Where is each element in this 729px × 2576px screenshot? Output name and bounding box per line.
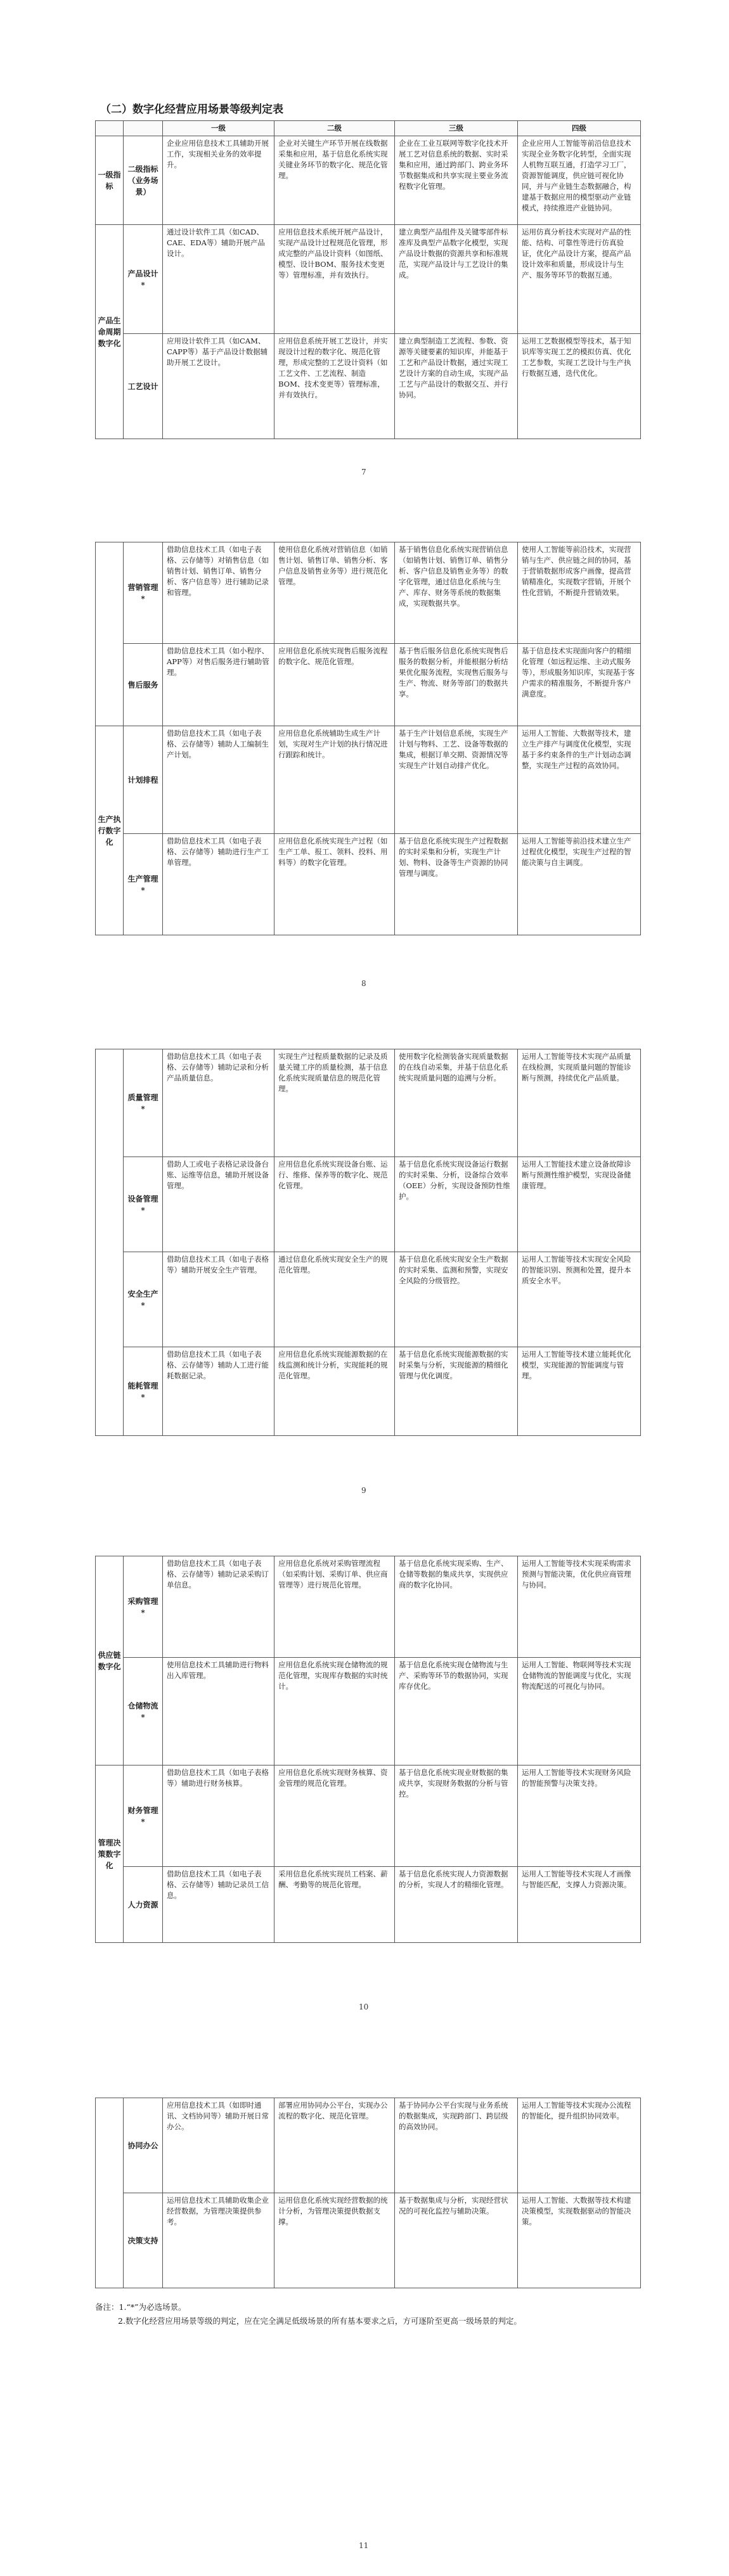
level-3-cell: 建立典型产品组件及关键零部件标准库及典型产品数字化模型，实现产品设计数据的资源共享和标准规范，实现产品设计与工艺设计的集成。 [395,225,518,334]
level-4-cell: 运用人工智能等技术实现人才画像与智能匹配，支撑人力资源决策。 [518,1867,641,1943]
category-cell: 产品生命周期数字化 [96,225,124,439]
corner-cell [96,121,124,136]
scenario-cell: 协同办公 [124,2098,163,2193]
level-2-cell: 应用信息化系统实现财务核算、资金管理的规范化管理。 [274,1765,395,1867]
page-5 [0,2041,729,2576]
level-2-cell: 应用信息系统开展工艺设计，并实现设计过程的数字化、规范化管理，形成完整的工艺设计资料（如工艺文件、工艺流程、制造BOM、技术变更等）管理标准，并有效执行。 [274,334,395,439]
level-4-cell: 运用人工智能等技术实现产品质量在线检测，实现质量问题的智能诊断与预测，持续优化产品质量。 [518,1049,641,1157]
header-level-3: 三级 [395,121,518,136]
level-2-cell: 应用信息化系统辅助生成生产计划，实现对生产计划的执行情况进行跟踪和统计。 [274,726,395,834]
grade-table-1 [95,120,641,439]
header-level-2: 二级 [274,121,395,136]
level-1-cell: 借助人工或电子表格记录设备台账、运维等信息，辅助开展设备管理。 [163,1157,274,1252]
level-2-cell: 应用信息化系统实现仓储物流的规范化管理，实现库存数据的实时统计。 [274,1658,395,1765]
level-4-cell: 运用人工智能等技术实现办公流程的智能化，提升组织协同效率。 [518,2098,641,2193]
note-2: 2.数字化经营应用场景等级的判定，应在完全满足低级场景的所有基本要求之后，方可逐阶至更高一级场景的判定。 [118,2316,522,2326]
level-4-cell: 运用人工智能、大数据等技术，建立生产排产与调度优化模型，实现基于多约束条件的生产计划动态调整，实现生产过程的高效协同。 [518,726,641,834]
scenario-cell: 能耗管理* [124,1347,163,1436]
level-3-cell: 基于信息化系统实现业财数据的集成共享，实现财务数据的分析与管控。 [395,1765,518,1867]
level-2-cell: 部署应用协同办公平台，实现办公流程的数字化、规范化管理。 [274,2098,395,2193]
level-3-cell: 基于数据集成与分析，实现经营状况的可视化监控与辅助决策。 [395,2193,518,2288]
category-cell [96,542,124,726]
level-3-cell: 使用数字化检测装备实现质量数据的在线自动采集，并基于信息化系统实现质量问题的追溯与分析。 [395,1049,518,1157]
grade-table-4 [95,1556,641,1943]
page-number: 11 [359,2541,369,2550]
level-4-cell: 运用人工智能技术建立设备故障诊断与预测性维护模型，实现设备健康管理。 [518,1157,641,1252]
level-2-cell: 应用信息化系统实现生产过程（如生产工单、报工、领料、投料、用料等）的数字化管理。 [274,834,395,935]
level-2-cell: 采用信息化系统实现员工档案、薪酬、考勤等的规范化管理。 [274,1867,395,1943]
page-number: 10 [359,2002,369,2011]
level-4-cell: 运用工艺数据模型等技术，基于知识库等实现工艺的模拟仿真、优化工艺参数，实现工艺设计与生产执行数据互通，迭代优化。 [518,334,641,439]
level-4-cell: 运用人工智能等技术实现采购需求预测与智能决策，优化供应商管理与协同。 [518,1556,641,1658]
scenario-cell: 财务管理* [124,1765,163,1867]
grade-table-5 [95,2098,641,2288]
scenario-cell: 质量管理* [124,1049,163,1157]
level-4-cell: 运用人工智能、物联网等技术实现仓储物流的智能调度与优化，实现物流配送的可视化与协同。 [518,1658,641,1765]
level-1-cell: 借助信息技术工具（如小程序、APP等）对售后服务进行辅助管理。 [163,644,274,726]
level-3-cell: 基于协同办公平台实现与业务系统的数据集成，实现跨部门、跨层级的高效协同。 [395,2098,518,2193]
category-cell [96,2098,124,2288]
level-2-cell: 应用信息技术系统开展产品设计，实现产品设计过程规范化管理，形成完整的产品设计资料（如图纸、模型、设计BOM、服务技术变更等）管理标准，并有效执行。 [274,225,395,334]
scenario-cell: 工艺设计 [124,334,163,439]
level-3-cell: 基于售后服务信息化系统实现售后服务的数据分析，并能根据分析结果优化服务流程，实现售后服务与生产、物流、财务等部门的数据共享。 [395,644,518,726]
category-cell: 管理决策数字化 [96,1765,124,1943]
level-3-cell: 基于信息化系统实现设备运行数据的实时采集、分析，设备综合效率（OEE）分析，实现设备预防性维护。 [395,1157,518,1252]
level-4-cell: 运用人工智能等技术实现安全风险的智能识别、预测和处置，提升本质安全水平。 [518,1252,641,1347]
level-3-cell: 建立典型制造工艺流程、参数、资源等关键要素的知识库，并能基于工艺和产品设计数据，通过实现工艺设计方案的自动生成，实现产品工艺与产品设计的数据交互、并行协同。 [395,334,518,439]
grade-table-3 [95,1049,641,1436]
scenario-cell: 营销管理* [124,542,163,644]
level-2-cell: 应用信息化系统对采购管理流程（如采购计划、采购订单、供应商管理等）进行规范化管理。 [274,1556,395,1658]
level-2-cell: 通过信息化系统实现安全生产的规范化管理。 [274,1252,395,1347]
category-cell: 供应链数字化 [96,1556,124,1765]
scenario-cell: 售后服务 [124,644,163,726]
level-4-cell: 运用仿真分析技术实现对产品的性能、结构、可靠性等进行仿真验证，优化产品设计方案，提高产品设计效率和质量，形成设计与生产、服务等环节的数据互通。 [518,225,641,334]
page-3 [0,1014,729,1521]
level-3-cell: 基于信息化系统实现采购、生产、仓储等数据的集成共享，实现供应商的数字化协同。 [395,1556,518,1658]
scenario-cell: 人力资源 [124,1867,163,1943]
level-3-cell: 基于信息化系统实现人力资源数据的分析，实现人才的精细化管理。 [395,1867,518,1943]
level-1-cell: 借助信息技术工具（如电子表格、云存储等）辅助人工进行能耗数据记录。 [163,1347,274,1436]
scenario-cell: 生产管理* [124,834,163,935]
level-1-cell: 借助信息技术工具（如电子表格等）辅助进行财务核算。 [163,1765,274,1867]
category-cell: 一级指标 [96,136,124,225]
scenario-cell: 产品设计* [124,225,163,334]
note-1: 备注：1.“*”为必选场景。 [95,2302,186,2312]
level-2-cell: 企业对关键生产环节开展在线数据采集和应用，基于信息化系统实现关键业务环节的数字化、规范化管理。 [274,136,395,225]
level-3-cell: 企业在工业互联网等数字化技术开展工艺对信息系统的数据、实时采集和应用，通过跨部门、跨业务环节数据集成和共享实现主要业务流程数字化管理。 [395,136,518,225]
level-3-cell: 基于信息化系统实现安全生产数据的实时采集、监测和预警，实现安全风险的分级管控。 [395,1252,518,1347]
scenario-cell: 二级指标（业务场景） [124,136,163,225]
level-2-cell: 应用信息化系统实现设备台账、运行、维修、保养等的数字化、规范化管理。 [274,1157,395,1252]
level-4-cell: 运用人工智能等技术建立能耗优化模型，实现能源的智能调度与管理。 [518,1347,641,1436]
page-4 [0,1521,729,2041]
level-4-cell: 运用人工智能等前沿技术建立生产过程优化模型，实现生产过程的智能决策与自主调度。 [518,834,641,935]
level-2-cell: 运用信息化系统实现经营数据的统计分析，为管理决策提供数据支撑。 [274,2193,395,2288]
page-1 [0,0,729,507]
level-3-cell: 基于信息化系统实现仓储物流与生产、采购等环节的数据协同，实现库存优化。 [395,1658,518,1765]
level-3-cell: 基于信息化系统实现生产过程数据的实时采集和分析，实现生产计划、物料、设备等生产资源的协同管理与调度。 [395,834,518,935]
page-number: 8 [361,979,366,988]
scenario-cell: 采购管理* [124,1556,163,1658]
level-1-cell: 应用信息技术工具（如即时通讯、文档协同等）辅助开展日常办公。 [163,2098,274,2193]
level-1-cell: 借助信息技术工具（如电子表格等）辅助开展安全生产管理。 [163,1252,274,1347]
category-cell [96,1049,124,1436]
level-3-cell: 基于生产计划信息系统，实现生产计划与物料、工艺、设备等数据的集成，根据订单交期、资源情况等实现生产计划自动排产优化。 [395,726,518,834]
level-1-cell: 借助信息技术工具（如电子表格、云存储等）辅助记录和分析产品质量信息。 [163,1049,274,1157]
grade-table-2 [95,542,641,935]
level-2-cell: 使用信息化系统对营销信息（如销售计划、销售订单、销售分析、客户信息及销售业务等）进行规范化管理。 [274,542,395,644]
scenario-cell: 仓储物流* [124,1658,163,1765]
level-1-cell: 借助信息技术工具（如电子表格、云存储等）辅助记录员工信息。 [163,1867,274,1943]
page-number: 7 [361,468,366,477]
level-1-cell: 应用设计软件工具（如CAM、CAPP等）基于产品设计数据辅助开展工艺设计。 [163,334,274,439]
header-level-1: 一级 [163,121,274,136]
category-cell: 生产执行数字化 [96,726,124,935]
level-4-cell: 运用人工智能、大数据等技术构建决策模型，实现数据驱动的智能决策。 [518,2193,641,2288]
level-2-cell: 应用信息化系统实现售后服务流程的数字化、规范化管理。 [274,644,395,726]
level-4-cell: 使用人工智能等前沿技术，实现营销与生产、供应链之间的协同，基于营销数据形成客户画像，提高营销精准化，实现数字营销，开展个性化营销，不断提升营销效果。 [518,542,641,644]
page-2 [0,507,729,1014]
level-1-cell: 借助信息技术工具（如电子表格、云存储等）辅助记录采购订单信息。 [163,1556,274,1658]
header-level-4: 四级 [518,121,641,136]
scenario-cell: 安全生产* [124,1252,163,1347]
level-2-cell: 实现生产过程质量数据的记录及质量关键工序的质量检测，基于信息化系统实现质量信息的规范化管理。 [274,1049,395,1157]
level-4-cell: 基于信息技术实现面向客户的精细化管理（如远程运维、主动式服务等），形成服务知识库，实现基于客户需求的精准服务，不断提升客户满意度。 [518,644,641,726]
level-2-cell: 应用信息化系统实现能源数据的在线监测和统计分析，实现能耗的规范化管理。 [274,1347,395,1436]
scenario-cell: 设备管理* [124,1157,163,1252]
page-number: 9 [361,1486,366,1495]
level-4-cell: 企业应用人工智能等前沿信息技术实现全业务数字化转型，全面实现人机物互联互通，打造学习工厂，资源智能调度，供应链可视化协同，并与产业链生态数据融合，构建基于数据应用的模型驱动产业链模式，持续推进产业链协同。 [518,136,641,225]
level-3-cell: 基于销售信息化系统实现营销信息（如销售计划、销售订单、销售分析、客户信息及销售业务等）的数字化管理，通过信息化系统与生产、库存、财务等系统的数据集成，实现数据共享。 [395,542,518,644]
corner-cell [124,121,163,136]
level-1-cell: 借助信息技术工具（如电子表格、云存储等）辅助人工编制生产计划。 [163,726,274,834]
level-1-cell: 通过设计软件工具（如CAD、CAE、EDA等）辅助开展产品设计。 [163,225,274,334]
scenario-cell: 计划排程 [124,726,163,834]
scenario-cell: 决策支持 [124,2193,163,2288]
notes [95,2300,640,2328]
level-3-cell: 基于信息化系统实现能源数据的实时采集与分析，实现能源的精细化管理与优化调度。 [395,1347,518,1436]
page-title: （二）数字化经营应用场景等级判定表 [100,103,283,116]
level-1-cell: 企业应用信息技术工具辅助开展工作，实现相关业务的效率提升。 [163,136,274,225]
level-1-cell: 运用信息技术工具辅助收集企业经营数据，为管理决策提供参考。 [163,2193,274,2288]
level-1-cell: 借助信息技术工具（如电子表格、云存储等）对销售信息（如销售计划、销售订单、销售分析、客户信息等）进行辅助记录和管理。 [163,542,274,644]
level-1-cell: 使用信息技术工具辅助进行物料出入库管理。 [163,1658,274,1765]
level-4-cell: 运用人工智能等技术实现财务风险的智能预警与决策支持。 [518,1765,641,1867]
level-1-cell: 借助信息技术工具（如电子表格、云存储等）辅助进行生产工单管理。 [163,834,274,935]
